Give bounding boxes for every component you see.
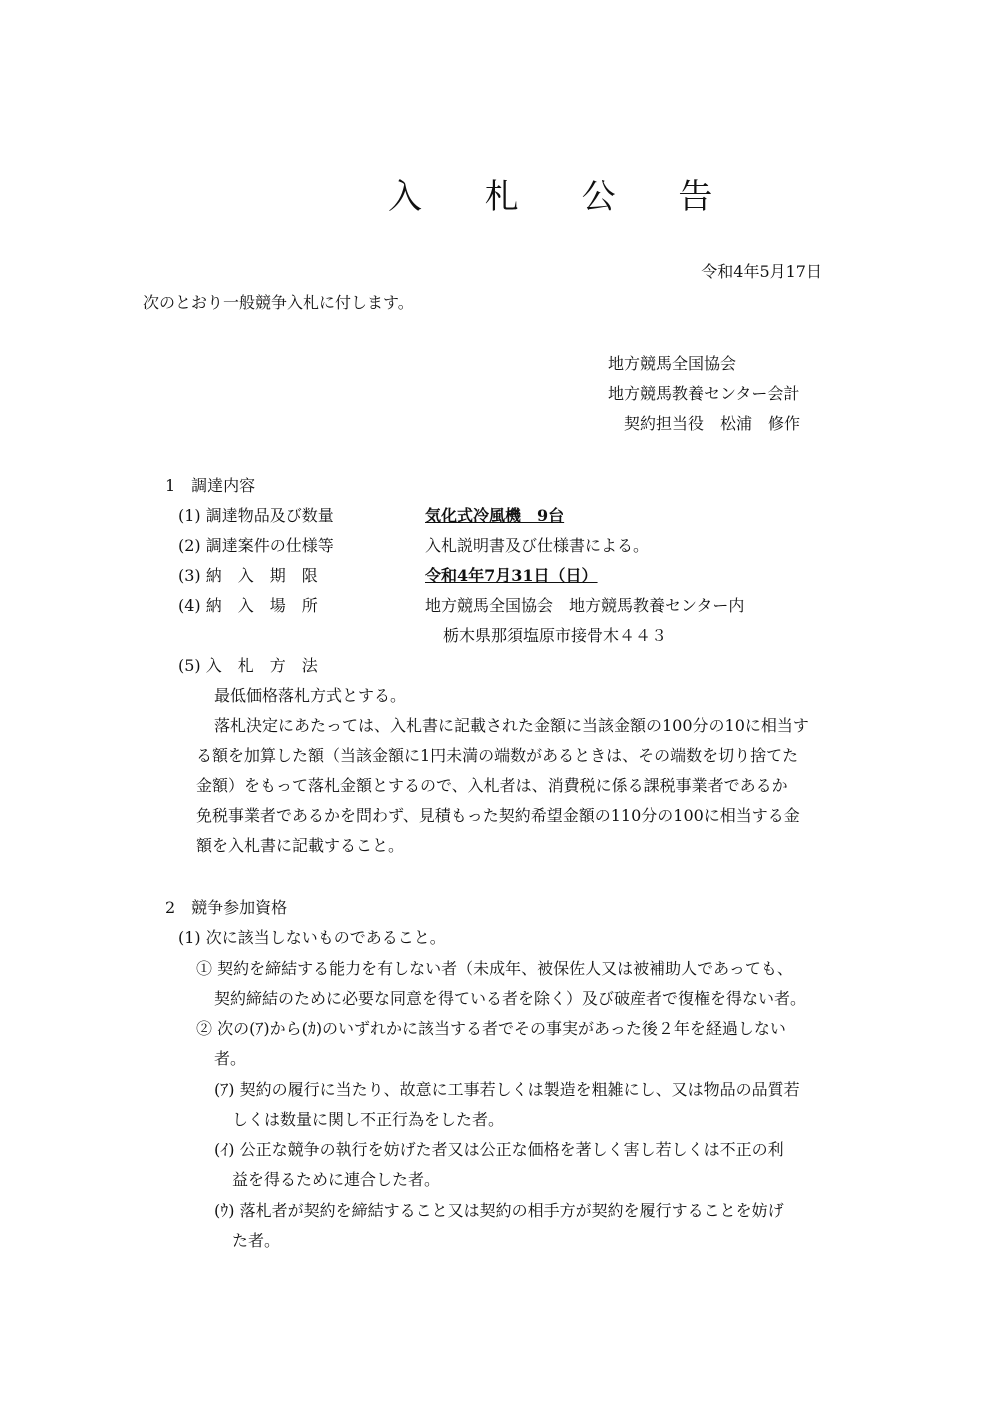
item3-value: 令和4年7月31日（日）: [425, 566, 598, 585]
page-title: 入 札 公 告: [388, 177, 739, 217]
issuer-officer: 契約担当役 松浦 修作: [608, 414, 801, 433]
qualification-item2-cont: 者。: [214, 1049, 247, 1068]
issuer-org: 地方競馬全国協会: [608, 354, 737, 373]
item4-label: (4) 納 入 場 所: [178, 596, 318, 615]
issuer-accountant: 地方競馬教養センター会計: [608, 384, 800, 403]
method-line: 落札決定にあたっては、入札書に記載された金額に当該金額の100分の10に相当す: [214, 716, 809, 735]
qualification-item2: ② 次の(ｱ)から(ｶ)のいずれかに該当する者でその事実があった後２年を経過しない: [196, 1019, 786, 1038]
notice-date: 令和4年5月17日: [701, 262, 822, 281]
item1-value: 気化式冷風機 9台: [425, 506, 565, 525]
subitem-b-cont: 益を得るために連合した者。: [232, 1170, 441, 1189]
item5-label: (5) 入 札 方 法: [178, 656, 318, 675]
qualification-item1-cont: 契約締結のために必要な同意を得ている者を除く）及び破産者で復権を得ない者。: [214, 989, 807, 1008]
method-line: 免税事業者であるかを問わず、見積もった契約希望金額の110分の100に相当する金: [196, 806, 800, 825]
subitem-c: (ｳ) 落札者が契約を締結すること又は契約の相手方が契約を履行することを妨げ: [214, 1201, 784, 1220]
item1-label: (1) 調達物品及び数量: [178, 506, 334, 525]
method-line: 金額）をもって落札金額とするので、入札者は、消費税に係る課税事業者であるか: [196, 776, 788, 795]
item3-label: (3) 納 入 期 限: [178, 566, 318, 585]
item2-value: 入札説明書及び仕様書による。: [425, 536, 650, 555]
item2-label: (2) 調達案件の仕様等: [178, 536, 334, 555]
subitem-a-cont: しくは数量に関し不正行為をした者。: [232, 1110, 505, 1129]
item4-address: 栃木県那須塩原市接骨木４４３: [443, 626, 668, 645]
method-line: 最低価格落札方式とする。: [214, 686, 407, 705]
subitem-c-cont: た者。: [232, 1231, 281, 1250]
item4-value: 地方競馬全国協会 地方競馬教養センター内: [425, 596, 745, 615]
intro-text: 次のとおり一般競争入札に付します。: [143, 293, 414, 312]
section2-heading: 2 競争参加資格: [165, 898, 288, 917]
method-line: る額を加算した額（当該金額に1円未満の端数があるときは、その端数を切り捨てた: [196, 746, 799, 765]
subitem-b: (ｲ) 公正な競争の執行を妨げた者又は公正な価格を著しく害し若しくは不正の利: [214, 1140, 784, 1159]
method-line: 額を入札書に記載すること。: [196, 836, 405, 855]
qualification-item1: ① 契約を締結する能力を有しない者（未成年、被保佐人又は被補助人であっても、: [196, 959, 793, 978]
section1-heading: 1 調達内容: [165, 476, 256, 495]
subitem-a: (ｱ) 契約の履行に当たり、故意に工事若しくは製造を粗雑にし、又は物品の品質若: [214, 1080, 800, 1099]
section2-sub1: (1) 次に該当しないものであること。: [178, 928, 446, 947]
